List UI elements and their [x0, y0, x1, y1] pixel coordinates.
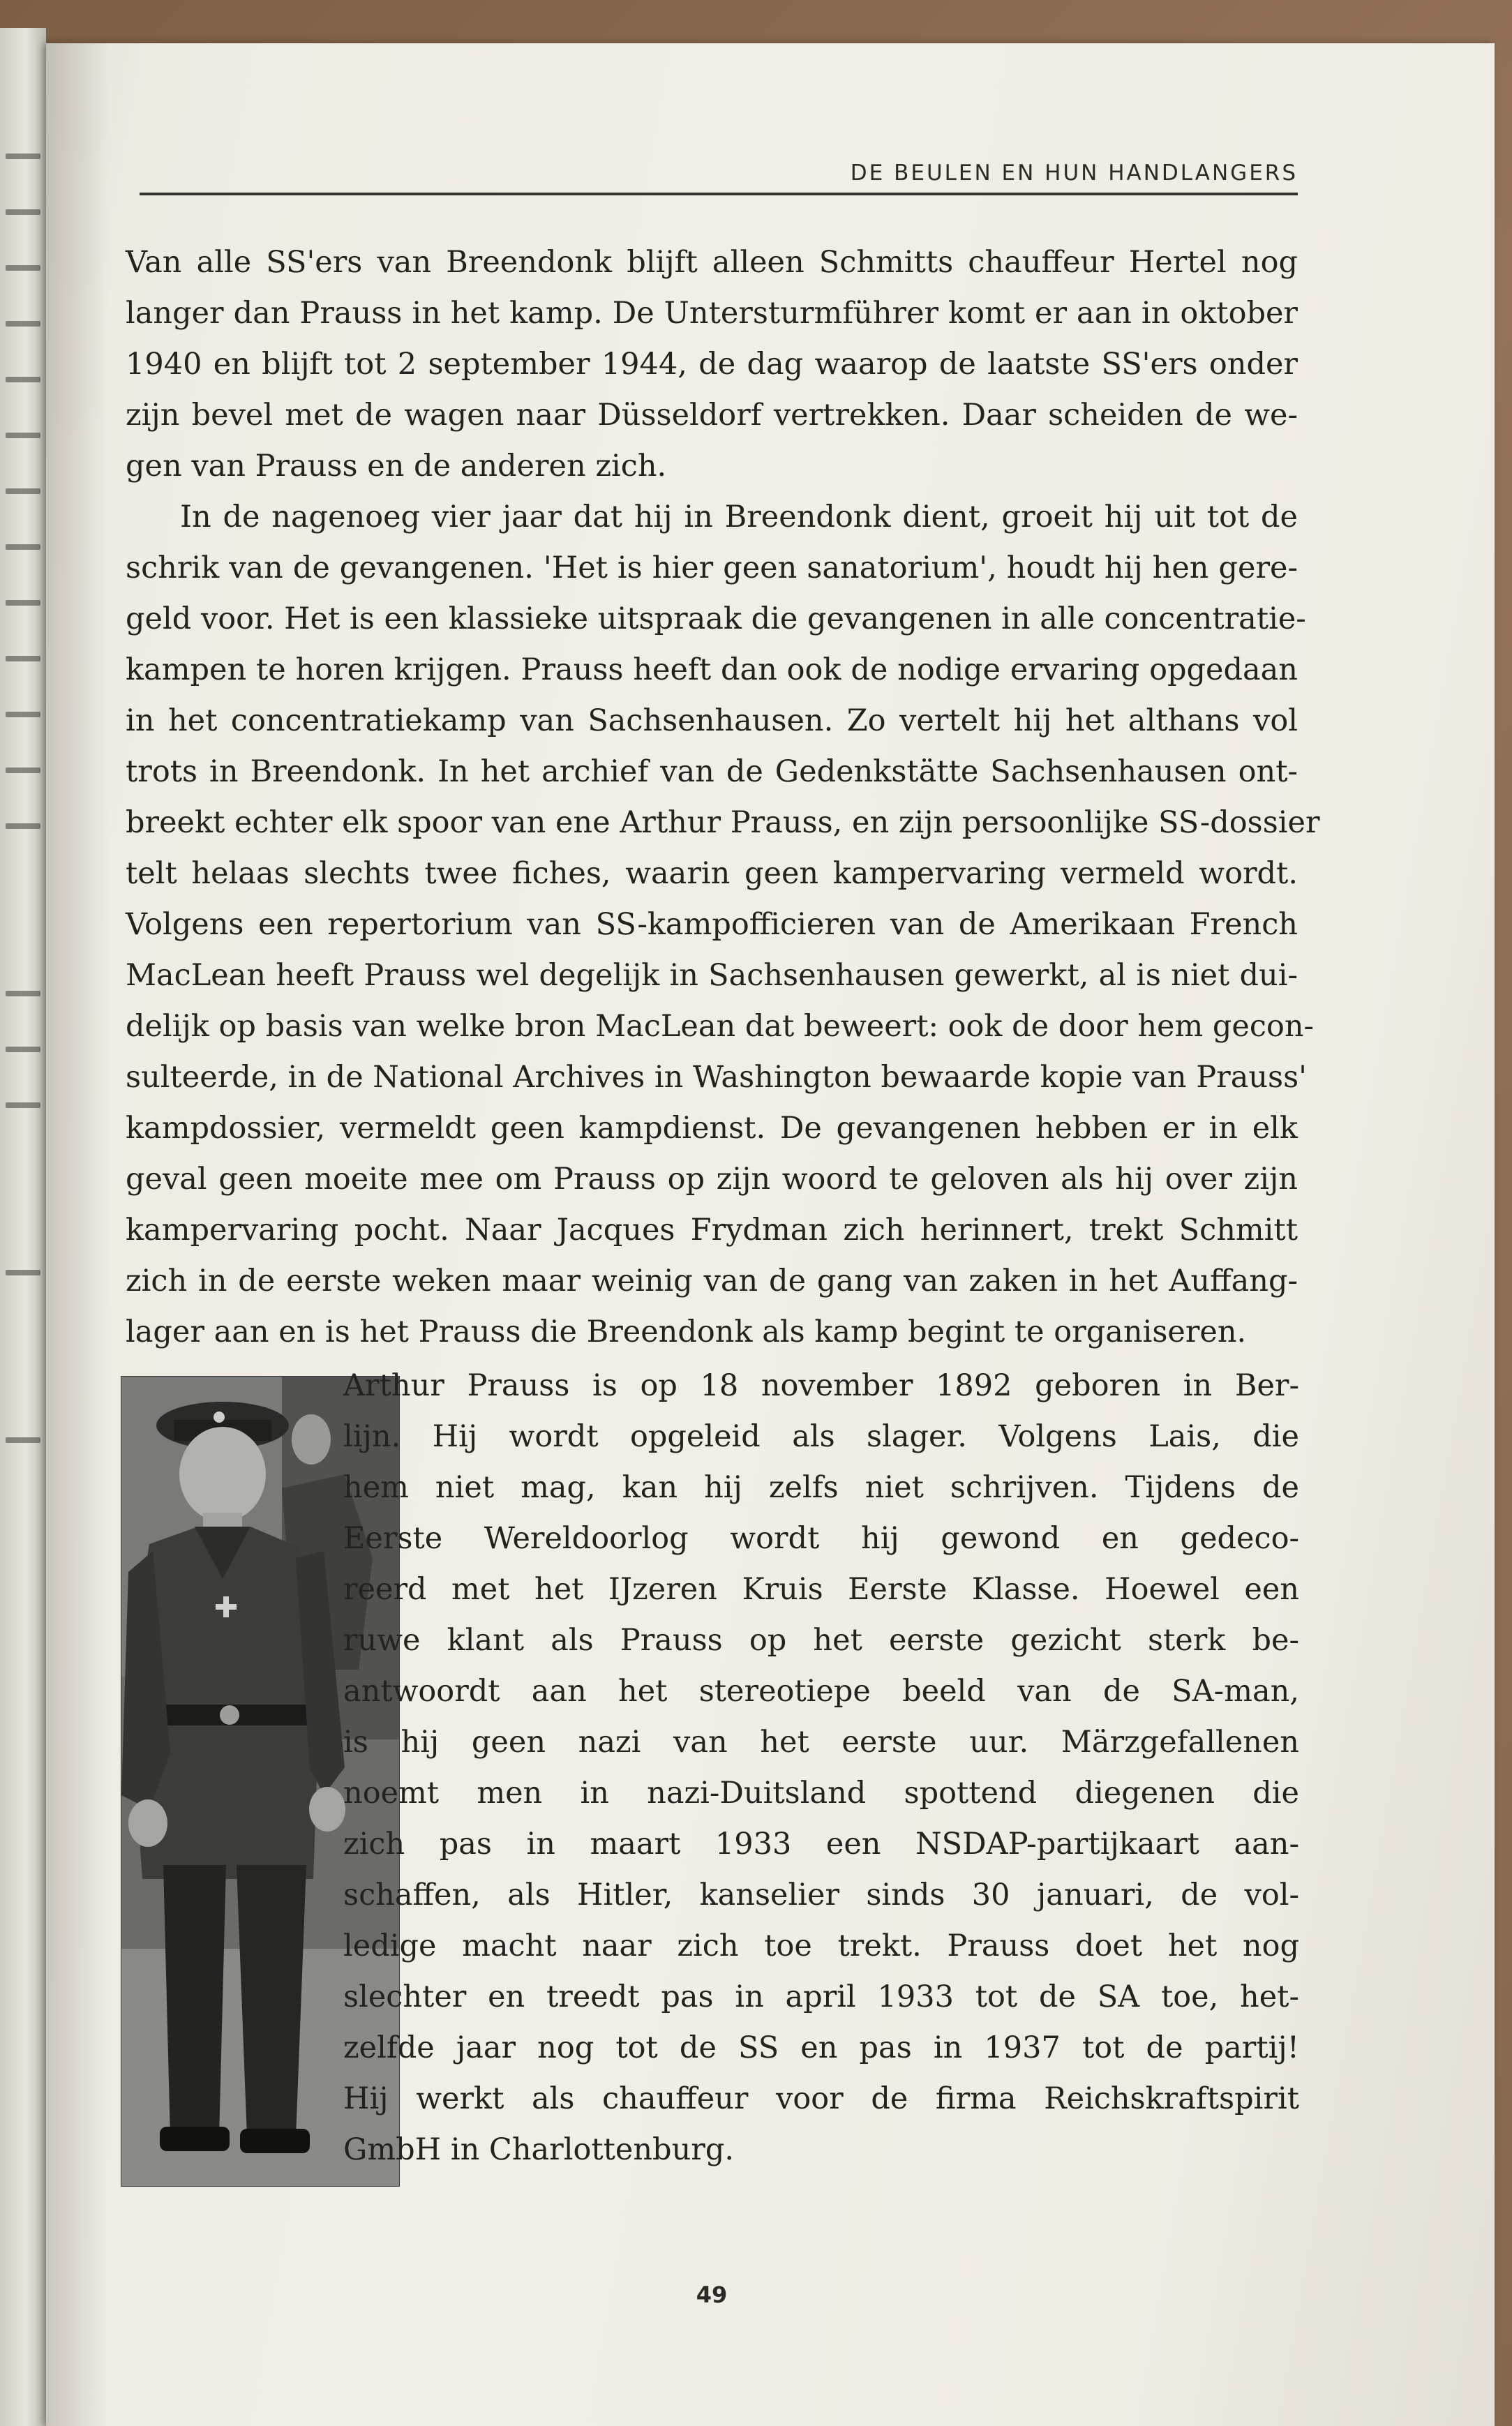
- text-line: Volgens een repertorium van SS-kampofficieren van de Amerikaan French: [126, 907, 1298, 942]
- facing-page-text-fragment: [6, 823, 40, 829]
- facing-page-text-fragment: [6, 488, 40, 494]
- facing-page-text-fragment: [6, 1102, 40, 1108]
- text-line: zich in de eerste weken maar weinig van de gang van zaken in het Auffang-: [126, 1264, 1298, 1298]
- text-line: Hij werkt als chauffeur voor de firma Reichskraftspirit: [343, 2081, 1299, 2116]
- text-line: lijn. Hij wordt opgeleid als slager. Volgens Lais, die: [343, 1419, 1299, 1454]
- facing-page-text-fragment: [6, 1437, 40, 1443]
- facing-page-text-fragment: [6, 991, 40, 996]
- text-line: zich pas in maart 1933 een NSDAP-partijkaart aan-: [343, 1827, 1299, 1862]
- text-line: lager aan en is het Prauss die Breendonk als kamp begint te organiseren.: [126, 1315, 1247, 1349]
- text-line: reerd met het IJzeren Kruis Eerste Klasse. Hoewel een: [343, 1572, 1299, 1607]
- text-line: 1940 en blijft tot 2 september 1944, de dag waarop de laatste SS'ers onder: [126, 347, 1298, 382]
- text-line: delijk op basis van welke bron MacLean dat beweert: ook de door hem gecon-: [126, 1009, 1315, 1044]
- facing-page-text-fragment: [6, 265, 40, 271]
- text-line: Van alle SS'ers van Breendonk blijft alleen Schmitts chauffeur Hertel nog: [126, 245, 1298, 280]
- facing-page-text-fragment: [6, 1047, 40, 1052]
- facing-page-text-fragment: [6, 600, 40, 606]
- text-line: zelfde jaar nog tot de SS en pas in 1937 tot de partij!: [343, 2030, 1299, 2065]
- text-line: zijn bevel met de wagen naar Düsseldorf vertrekken. Daar scheiden de we-: [126, 398, 1298, 433]
- facing-page-text-fragment: [6, 433, 40, 438]
- text-line: Eerste Wereldoorlog wordt hij gewond en gedeco-: [343, 1521, 1299, 1556]
- text-line: GmbH in Charlottenburg.: [343, 2132, 735, 2167]
- text-line: geval geen moeite mee om Prauss op zijn woord te geloven als hij over zijn: [126, 1162, 1298, 1197]
- text-line: Arthur Prauss is op 18 november 1892 geboren in Ber-: [343, 1368, 1299, 1403]
- text-line: ledige macht naar zich toe trekt. Prauss doet het nog: [343, 1929, 1299, 1963]
- facing-page-text-fragment: [6, 656, 40, 661]
- text-line: gen van Prauss en de anderen zich.: [126, 449, 667, 484]
- text-line: schrik van de gevangenen. 'Het is hier geen sanatorium', houdt hij hen gere-: [126, 551, 1298, 585]
- facing-page-text-fragment: [6, 377, 40, 382]
- text-line: breekt echter elk spoor van ene Arthur Prauss, en zijn persoonlijke SS-dossier: [126, 805, 1320, 840]
- facing-page-text-fragment: [6, 544, 40, 550]
- header-rule: [140, 193, 1298, 195]
- text-line: slechter en treedt pas in april 1933 tot de SA toe, het-: [343, 1979, 1299, 2014]
- facing-page-text-fragment: [6, 209, 40, 215]
- facing-page-text-fragment: [6, 712, 40, 717]
- text-line: is hij geen nazi van het eerste uur. Märzgefallenen: [343, 1725, 1299, 1760]
- page-number: 49: [696, 2282, 728, 2308]
- text-line: In de nagenoeg vier jaar dat hij in Breendonk dient, groeit hij uit tot de: [180, 500, 1298, 534]
- facing-page-edge: [0, 28, 47, 2426]
- text-line: kampervaring pocht. Naar Jacques Frydman zich herinnert, trekt Schmitt: [126, 1213, 1298, 1248]
- text-line: in het concentratiekamp van Sachsenhausen. Zo vertelt hij het althans vol: [126, 703, 1298, 738]
- facing-page-text-fragment: [6, 154, 40, 159]
- text-line: noemt men in nazi-Duitsland spottend diegenen die: [343, 1776, 1299, 1811]
- text-line: kampdossier, vermeldt geen kampdienst. De gevangenen hebben er in elk: [126, 1111, 1298, 1146]
- text-line: sulteerde, in de National Archives in Washington bewaarde kopie van Prauss': [126, 1060, 1307, 1095]
- text-line: schaffen, als Hitler, kanselier sinds 30 januari, de vol-: [343, 1878, 1299, 1912]
- text-line: telt helaas slechts twee fiches, waarin geen kampervaring vermeld wordt.: [126, 856, 1298, 891]
- facing-page-text-fragment: [6, 768, 40, 773]
- text-line: kampen te horen krijgen. Prauss heeft dan ook de nodige ervaring opgedaan: [126, 652, 1298, 687]
- facing-page-text-fragment: [6, 1270, 40, 1275]
- text-line: hem niet mag, kan hij zelfs niet schrijven. Tijdens de: [343, 1470, 1299, 1505]
- text-line: trots in Breendonk. In het archief van de Gedenkstätte Sachsenhausen ont-: [126, 754, 1298, 789]
- text-line: MacLean heeft Prauss wel degelijk in Sachsenhausen gewerkt, al is niet dui-: [126, 958, 1298, 993]
- text-line: ruwe klant als Prauss op het eerste gezicht sterk be-: [343, 1623, 1299, 1658]
- facing-page-text-fragment: [6, 321, 40, 327]
- running-head: DE BEULEN EN HUN HANDLANGERS: [850, 160, 1298, 186]
- photo-wrap-text: [343, 1361, 1299, 2176]
- text-line: geld voor. Het is een klassieke uitspraak die gevangenen in alle concentratie-: [126, 601, 1306, 636]
- text-line: antwoordt aan het stereotiepe beeld van de SA-man,: [343, 1674, 1299, 1709]
- body-text: [126, 237, 1320, 1358]
- text-line: langer dan Prauss in het kamp. De Untersturmführer komt er aan in oktober: [126, 296, 1298, 331]
